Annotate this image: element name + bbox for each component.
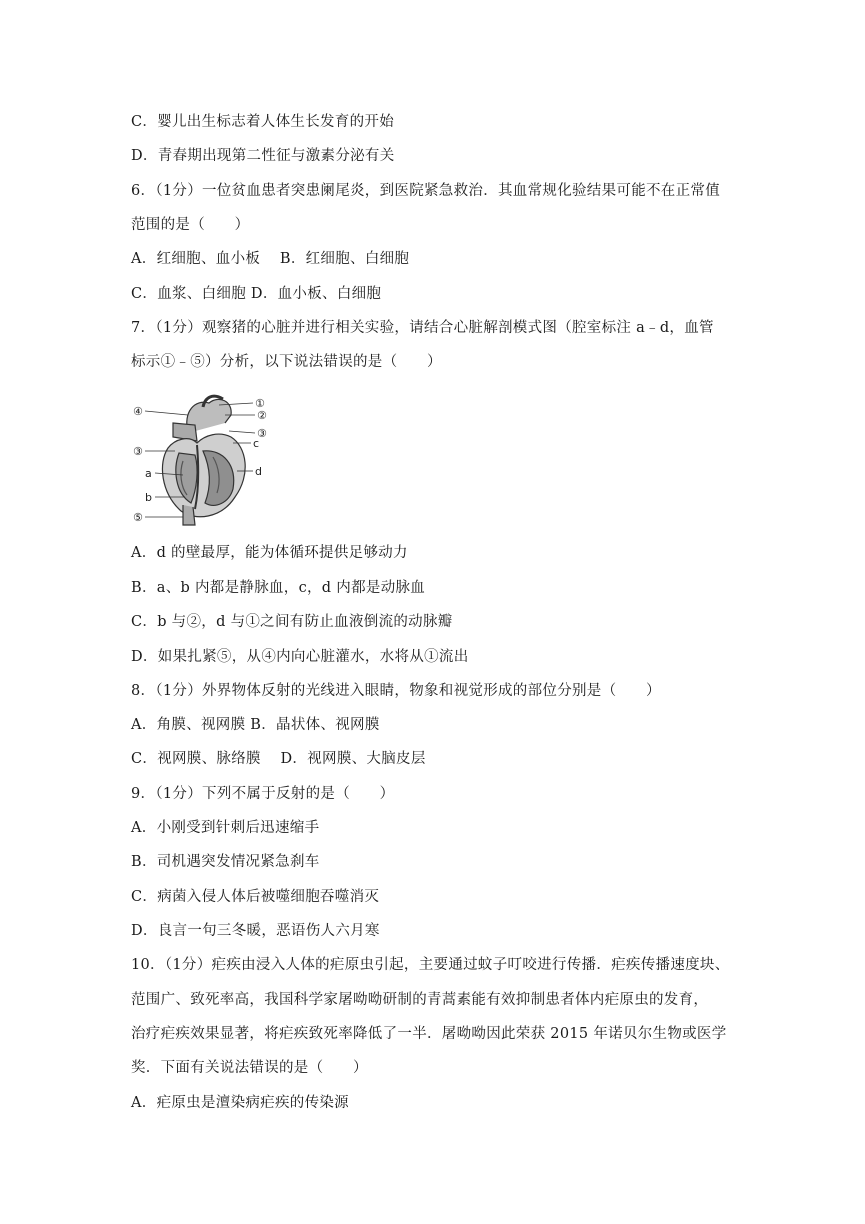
question-7-line-2: 标示①﹣⑤）分析，以下说法错误的是（ ） (131, 354, 442, 370)
option-c-q7: C．b 与②，d 与①之间有防止血液倒流的动脉瓣 (131, 614, 453, 630)
option-d-q9: D．良言一句三冬暖，恶语伤人六月寒 (131, 923, 380, 939)
question-10-line-2: 范围广、致死率高，我国科学家屠呦呦研制的青蒿素能有效抑制患者体内疟原虫的发育， (131, 992, 709, 1008)
label-a: a (145, 467, 152, 480)
heart-anatomy-diagram (133, 393, 273, 528)
option-a-q9: A．小刚受到针刺后迅速缩手 (131, 820, 320, 836)
option-b-q7: B．a、b 内都是静脉血，c，d 内都是动脉血 (131, 580, 426, 596)
option-b-q9: B．司机遇突发情况紧急刹车 (131, 854, 320, 870)
label-3-left: ③ (133, 445, 143, 458)
question-6-line-1: 6．（1分）一位贫血患者突患阑尾炎，到医院紧急救治．其血常规化验结果可能不在正常值 (131, 183, 720, 199)
label-3-right: ③ (257, 427, 267, 440)
label-1: ① (255, 397, 265, 410)
label-2: ② (257, 409, 267, 422)
option-c-q5: C．婴儿出生标志着人体生长发育的开始 (131, 114, 394, 130)
option-a-q7: A．d 的壁最厚，能为体循环提供足够动力 (131, 545, 408, 561)
question-10-line-4: 奖．下面有关说法错误的是（ ） (131, 1060, 368, 1076)
heart-diagram-svg (133, 393, 273, 528)
option-a-q10: A．疟原虫是澶染病疟疾的传染源 (131, 1095, 349, 1111)
options-ab-q6: A．红细胞、血小板 B．红细胞、白细胞 (131, 251, 410, 267)
question-6-line-2: 范围的是（ ） (131, 217, 250, 233)
label-4: ④ (133, 405, 143, 418)
options-ab-q8: A．角膜、视网膜 B．晶状体、视网膜 (131, 717, 380, 733)
option-c-q9: C．病菌入侵人体后被噬细胞吞噬消灭 (131, 889, 380, 905)
options-cd-q6: C．血浆、白细胞 D．血小板、白细胞 (131, 286, 382, 302)
label-b: b (145, 491, 152, 504)
label-c: c (253, 437, 260, 450)
label-d: d (255, 465, 262, 478)
label-5: ⑤ (133, 511, 143, 524)
question-9: 9．（1分）下列不属于反射的是（ ） (131, 786, 395, 802)
question-8: 8．（1分）外界物体反射的光线进入眼睛，物象和视觉形成的部位分别是（ ） (131, 683, 661, 699)
option-d-q7: D．如果扎紧⑤，从④内向心脏灌水，水将从①流出 (131, 649, 469, 665)
question-10-line-3: 治疗疟疾效果显著，将疟疾致死率降低了一半．屠呦呦因此荣获 2015 年诺贝尔生物或医学 (131, 1026, 727, 1042)
question-10-line-1: 10．（1分）疟疾由浸入人体的疟原虫引起，主要通过蚊子叮咬进行传播．疟疾传播速度块、 (131, 957, 730, 973)
question-7-line-1: 7．（1分）观察猪的心脏并进行相关实验，请结合心脏解剖模式图（腔室标注 a﹣d，血管 (131, 320, 714, 336)
options-cd-q8: C．视网膜、脉络膜 D．视网膜、大脑皮层 (131, 751, 426, 767)
option-d-q5: D．青春期出现第二性征与激素分泌有关 (131, 148, 395, 164)
